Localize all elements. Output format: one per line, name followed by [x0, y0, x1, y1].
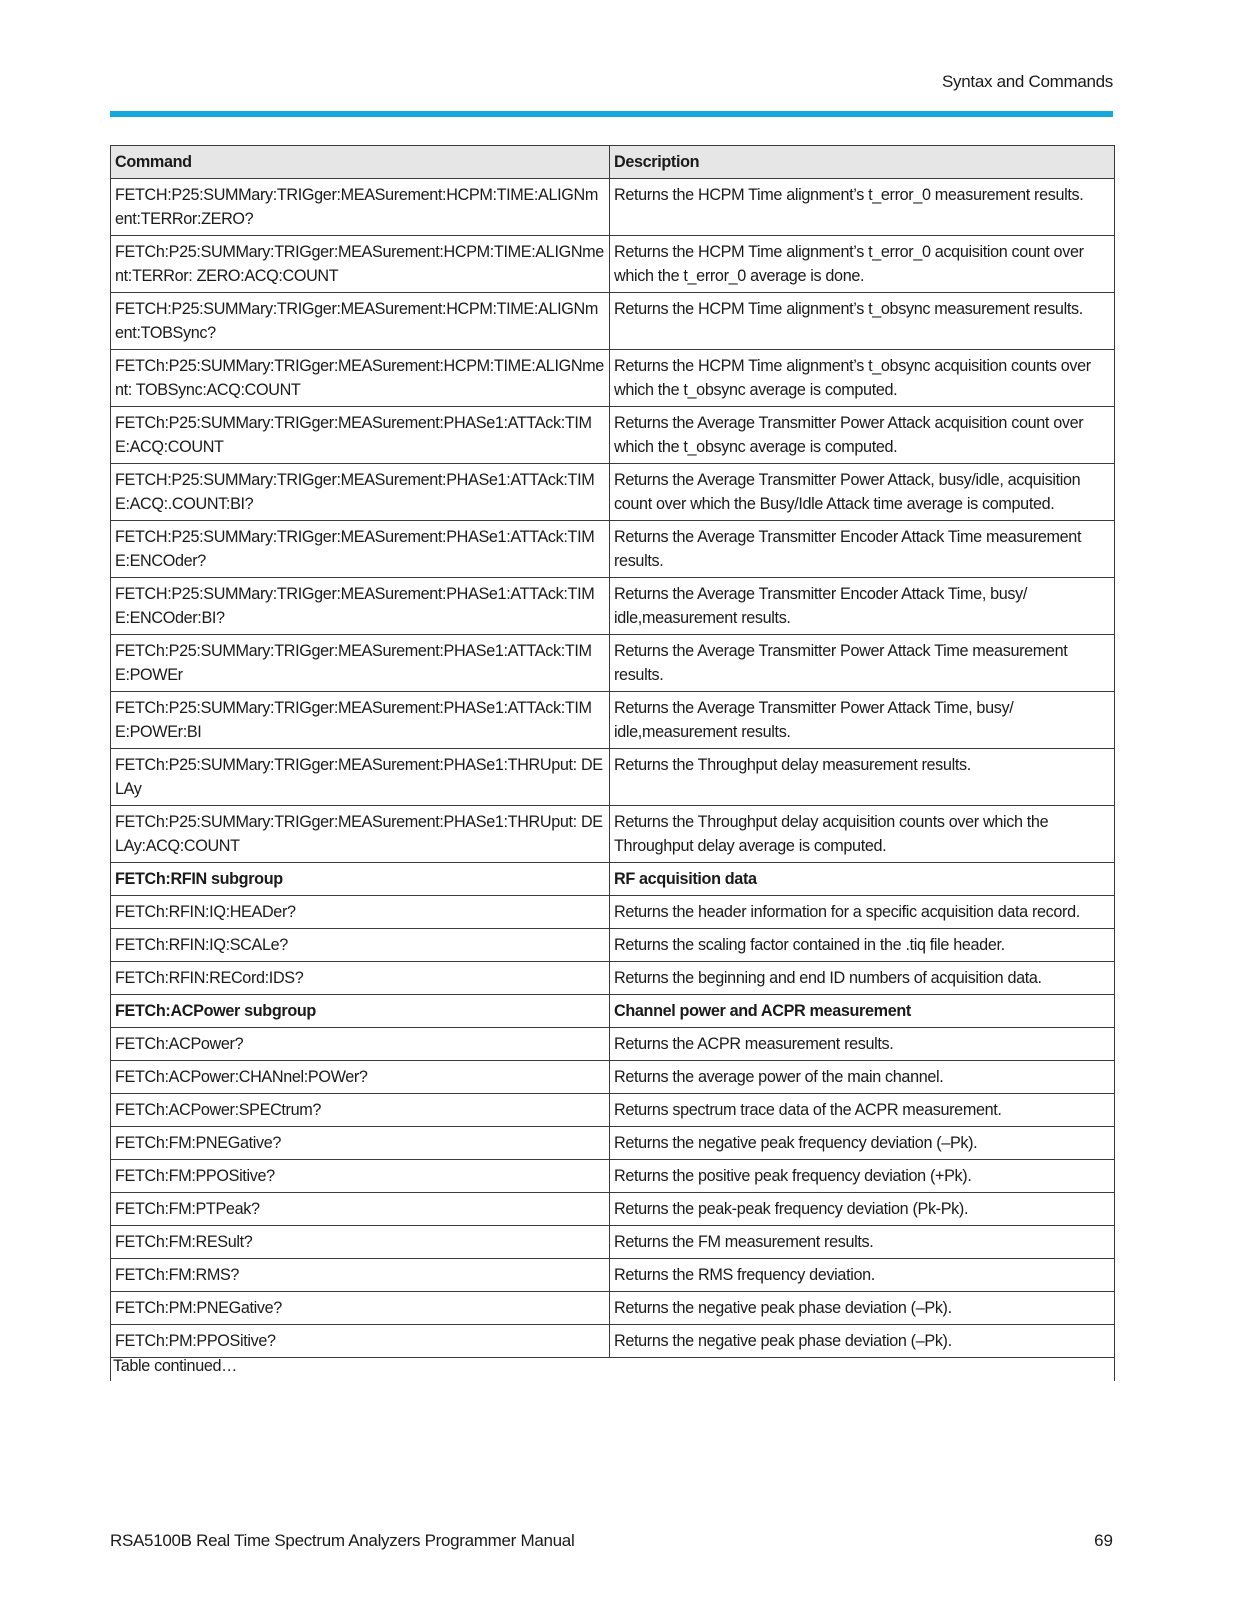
description-cell: RF acquisition data [610, 863, 1115, 896]
table-row [111, 521, 1115, 578]
description-cell: Returns the RMS frequency deviation. [610, 1259, 1115, 1292]
description-cell: Returns the average power of the main channel. [610, 1061, 1115, 1094]
description-cell: Returns the Throughput delay measurement results. [610, 749, 1115, 806]
description-cell: Returns the Average Transmitter Encoder Attack Time measurement results. [610, 521, 1115, 578]
command-cell: FETCh:FM:RESult? [111, 1226, 610, 1259]
footer-manual-title: RSA5100B Real Time Spectrum Analyzers Programmer Manual [110, 1531, 575, 1550]
table-row [111, 1160, 1115, 1193]
command-cell: FETCh:P25:SUMMary:TRIGger:MEASurement:HCPM:TIME:ALIGNment: TOBSync:ACQ:COUNT [111, 350, 610, 407]
table-row [111, 1094, 1115, 1127]
command-cell: FETCh:P25:SUMMary:TRIGger:MEASurement:PHASe1:THRUput: DELAy [111, 749, 610, 806]
command-cell: FETCh:ACPower subgroup [111, 995, 610, 1028]
column-header-command: Command [111, 146, 610, 179]
table-row [111, 407, 1115, 464]
table-row [111, 578, 1115, 635]
description-cell: Returns the Average Transmitter Power Attack acquisition count over which the t_obsync average is computed. [610, 407, 1115, 464]
table-row [111, 350, 1115, 407]
table-row [111, 1325, 1115, 1358]
footer-page-number: 69 [1094, 1531, 1113, 1550]
table-row [111, 1127, 1115, 1160]
command-cell: FETCH:P25:SUMMary:TRIGger:MEASurement:PHASe1:ATTAck:TIME:ENCOder? [111, 521, 610, 578]
table-row [111, 1061, 1115, 1094]
description-cell: Returns the HCPM Time alignment’s t_error_0 measurement results. [610, 179, 1115, 236]
description-cell: Returns the Average Transmitter Encoder Attack Time, busy/ idle,measurement results. [610, 578, 1115, 635]
table-row [111, 635, 1115, 692]
description-cell: Returns the ACPR measurement results. [610, 1028, 1115, 1061]
command-cell: FETCh:FM:PTPeak? [111, 1193, 610, 1226]
command-cell: FETCh:RFIN:IQ:HEADer? [111, 896, 610, 929]
command-cell: FETCh:PM:PNEGative? [111, 1292, 610, 1325]
command-cell: FETCh:FM:PPOSitive? [111, 1160, 610, 1193]
command-cell: FETCH:P25:SUMMary:TRIGger:MEASurement:HCPM:TIME:ALIGNment:TOBSync? [111, 293, 610, 350]
description-cell: Channel power and ACPR measurement [610, 995, 1115, 1028]
description-cell: Returns the Average Transmitter Power Attack Time measurement results. [610, 635, 1115, 692]
command-cell: FETCh:FM:RMS? [111, 1259, 610, 1292]
description-cell: Returns the scaling factor contained in the .tiq file header. [610, 929, 1115, 962]
description-cell: Returns the HCPM Time alignment’s t_obsync acquisition counts over which the t_obsync average is computed. [610, 350, 1115, 407]
command-cell: FETCh:P25:SUMMary:TRIGger:MEASurement:PHASe1:ATTAck:TIME:POWEr [111, 635, 610, 692]
command-cell: FETCh:RFIN:IQ:SCALe? [111, 929, 610, 962]
table-row [111, 1193, 1115, 1226]
description-cell: Returns the peak-peak frequency deviation (Pk-Pk). [610, 1193, 1115, 1226]
table-row [111, 749, 1115, 806]
description-cell: Returns the positive peak frequency deviation (+Pk). [610, 1160, 1115, 1193]
table-row [111, 896, 1115, 929]
command-cell: FETCH:P25:SUMMary:TRIGger:MEASurement:PHASe1:ATTAck:TIME:ACQ:.COUNT:BI? [111, 464, 610, 521]
table-row [111, 1259, 1115, 1292]
table-row [111, 293, 1115, 350]
subgroup-row [111, 995, 1115, 1028]
table-header-row [111, 146, 1115, 179]
table-row [111, 464, 1115, 521]
command-cell: FETCh:RFIN subgroup [111, 863, 610, 896]
table-body [111, 179, 1115, 1358]
table-row [111, 1292, 1115, 1325]
column-header-description: Description [610, 146, 1115, 179]
command-cell: FETCH:P25:SUMMary:TRIGger:MEASurement:HCPM:TIME:ALIGNment:TERRor:ZERO? [111, 179, 610, 236]
header-accent-rule [110, 111, 1113, 117]
running-header-title: Syntax and Commands [942, 72, 1113, 91]
description-cell: Returns the negative peak frequency deviation (–Pk). [610, 1127, 1115, 1160]
command-cell: FETCh:P25:SUMMary:TRIGger:MEASurement:HCPM:TIME:ALIGNment:TERRor: ZERO:ACQ:COUNT [111, 236, 610, 293]
table-row [111, 692, 1115, 749]
description-cell: Returns the beginning and end ID numbers of acquisition data. [610, 962, 1115, 995]
command-cell: FETCh:RFIN:RECord:IDS? [111, 962, 610, 995]
table-row [111, 806, 1115, 863]
table-row [111, 962, 1115, 995]
command-cell: FETCh:ACPower:SPECtrum? [111, 1094, 610, 1127]
table-continued-note: Table continued… [113, 1357, 237, 1375]
description-cell: Returns the negative peak phase deviation (–Pk). [610, 1325, 1115, 1358]
command-cell: FETCh:P25:SUMMary:TRIGger:MEASurement:PHASe1:ATTAck:TIME:ACQ:COUNT [111, 407, 610, 464]
command-cell: FETCh:P25:SUMMary:TRIGger:MEASurement:PHASe1:THRUput: DELAy:ACQ:COUNT [111, 806, 610, 863]
table-row [111, 1028, 1115, 1061]
command-cell: FETCh:FM:PNEGative? [111, 1127, 610, 1160]
command-cell: FETCh:ACPower:CHANnel:POWer? [111, 1061, 610, 1094]
command-cell: FETCh:PM:PPOSitive? [111, 1325, 610, 1358]
description-cell: Returns the Throughput delay acquisition counts over which the Throughput delay average is computed. [610, 806, 1115, 863]
subgroup-row [111, 863, 1115, 896]
description-cell: Returns the HCPM Time alignment’s t_obsync measurement results. [610, 293, 1115, 350]
description-cell: Returns spectrum trace data of the ACPR measurement. [610, 1094, 1115, 1127]
description-cell: Returns the negative peak phase deviation (–Pk). [610, 1292, 1115, 1325]
command-cell: FETCH:P25:SUMMary:TRIGger:MEASurement:PHASe1:ATTAck:TIME:ENCOder:BI? [111, 578, 610, 635]
table-row [111, 236, 1115, 293]
description-cell: Returns the Average Transmitter Power Attack, busy/idle, acquisition count over which the Busy/Idle Attack time average is computed. [610, 464, 1115, 521]
description-cell: Returns the header information for a specific acquisition data record. [610, 896, 1115, 929]
table-continued-box [110, 1357, 1115, 1381]
command-table [110, 145, 1115, 1358]
description-cell: Returns the Average Transmitter Power Attack Time, busy/ idle,measurement results. [610, 692, 1115, 749]
table-row [111, 1226, 1115, 1259]
description-cell: Returns the HCPM Time alignment’s t_error_0 acquisition count over which the t_error_0 average is done. [610, 236, 1115, 293]
table-row [111, 929, 1115, 962]
table-row [111, 179, 1115, 236]
command-cell: FETCh:P25:SUMMary:TRIGger:MEASurement:PHASe1:ATTAck:TIME:POWEr:BI [111, 692, 610, 749]
description-cell: Returns the FM measurement results. [610, 1226, 1115, 1259]
command-cell: FETCh:ACPower? [111, 1028, 610, 1061]
